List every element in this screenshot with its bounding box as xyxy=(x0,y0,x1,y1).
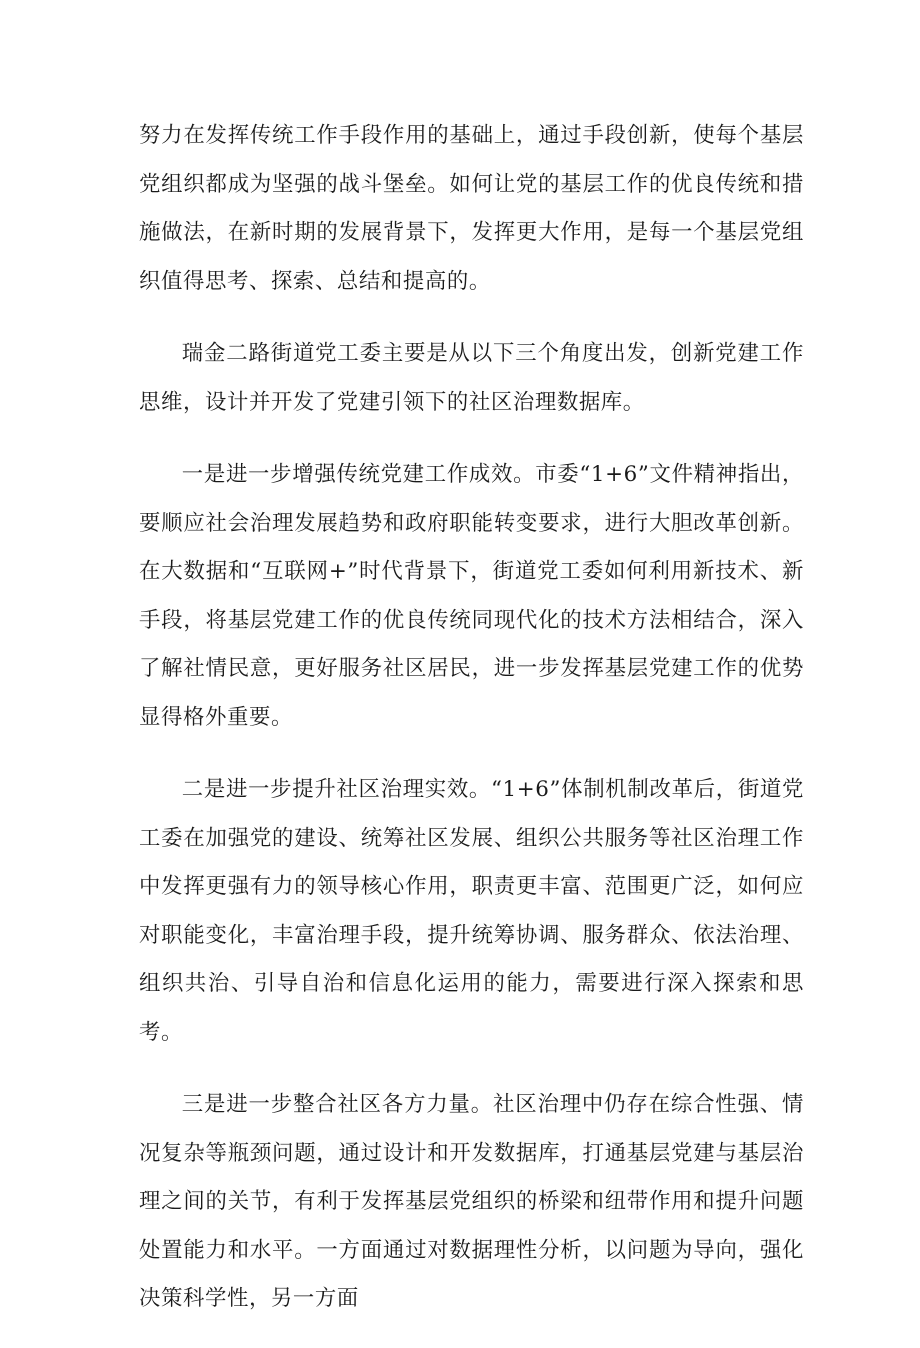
paragraph-continuation: 努力在发挥传统工作手段作用的基础上，通过手段创新，使每个基层党组织都成为坚强的战斗堡垒。如何让党的基层工作的优良传统和措施做法，在新时期的发展背景下，发挥更大作用，是每一个基层党组织值得思考、探索、总结和提高的。 xyxy=(139,123,804,294)
paragraph-point-three: 三是进一步整合社区各方力量。社区治理中仍存在综合性强、情况复杂等瓶颈问题，通过设计和开发数据库，打通基层党建与基层治理之间的关节，有利于发挥基层党组织的桥梁和纽带作用和提升问题处置能力和水平。一方面通过对数据理性分析，以问题为导向，强化决策科学性，另一方面 xyxy=(139,1092,804,1311)
paragraph-point-two: 二是进一步提升社区治理实效。“1+6”体制机制改革后，街道党工委在加强党的建设、统筹社区发展、组织公共服务等社区治理工作中发挥更强有力的领导核心作用，职责更丰富、范围更广泛，如何应对职能变化，丰富治理手段，提升统筹协调、服务群众、依法治理、组织共治、引导自治和信息化运用的能力，需要进行深入探索和思考。 xyxy=(139,777,804,1045)
document-body xyxy=(139,112,804,1348)
paragraph-intro: 瑞金二路街道党工委主要是从以下三个角度出发，创新党建工作思维，设计并开发了党建引领下的社区治理数据库。 xyxy=(139,341,804,415)
paragraph-point-one: 一是进一步增强传统党建工作成效。市委“1+6”文件精神指出，要顺应社会治理发展趋势和政府职能转变要求，进行大胆改革创新。在大数据和“互联网+”时代背景下，街道党工委如何利用新技术、新手段，将基层党建工作的优良传统同现代化的技术方法相结合，深入了解社情民意，更好服务社区居民，进一步发挥基层党建工作的优势显得格外重要。 xyxy=(139,462,804,730)
